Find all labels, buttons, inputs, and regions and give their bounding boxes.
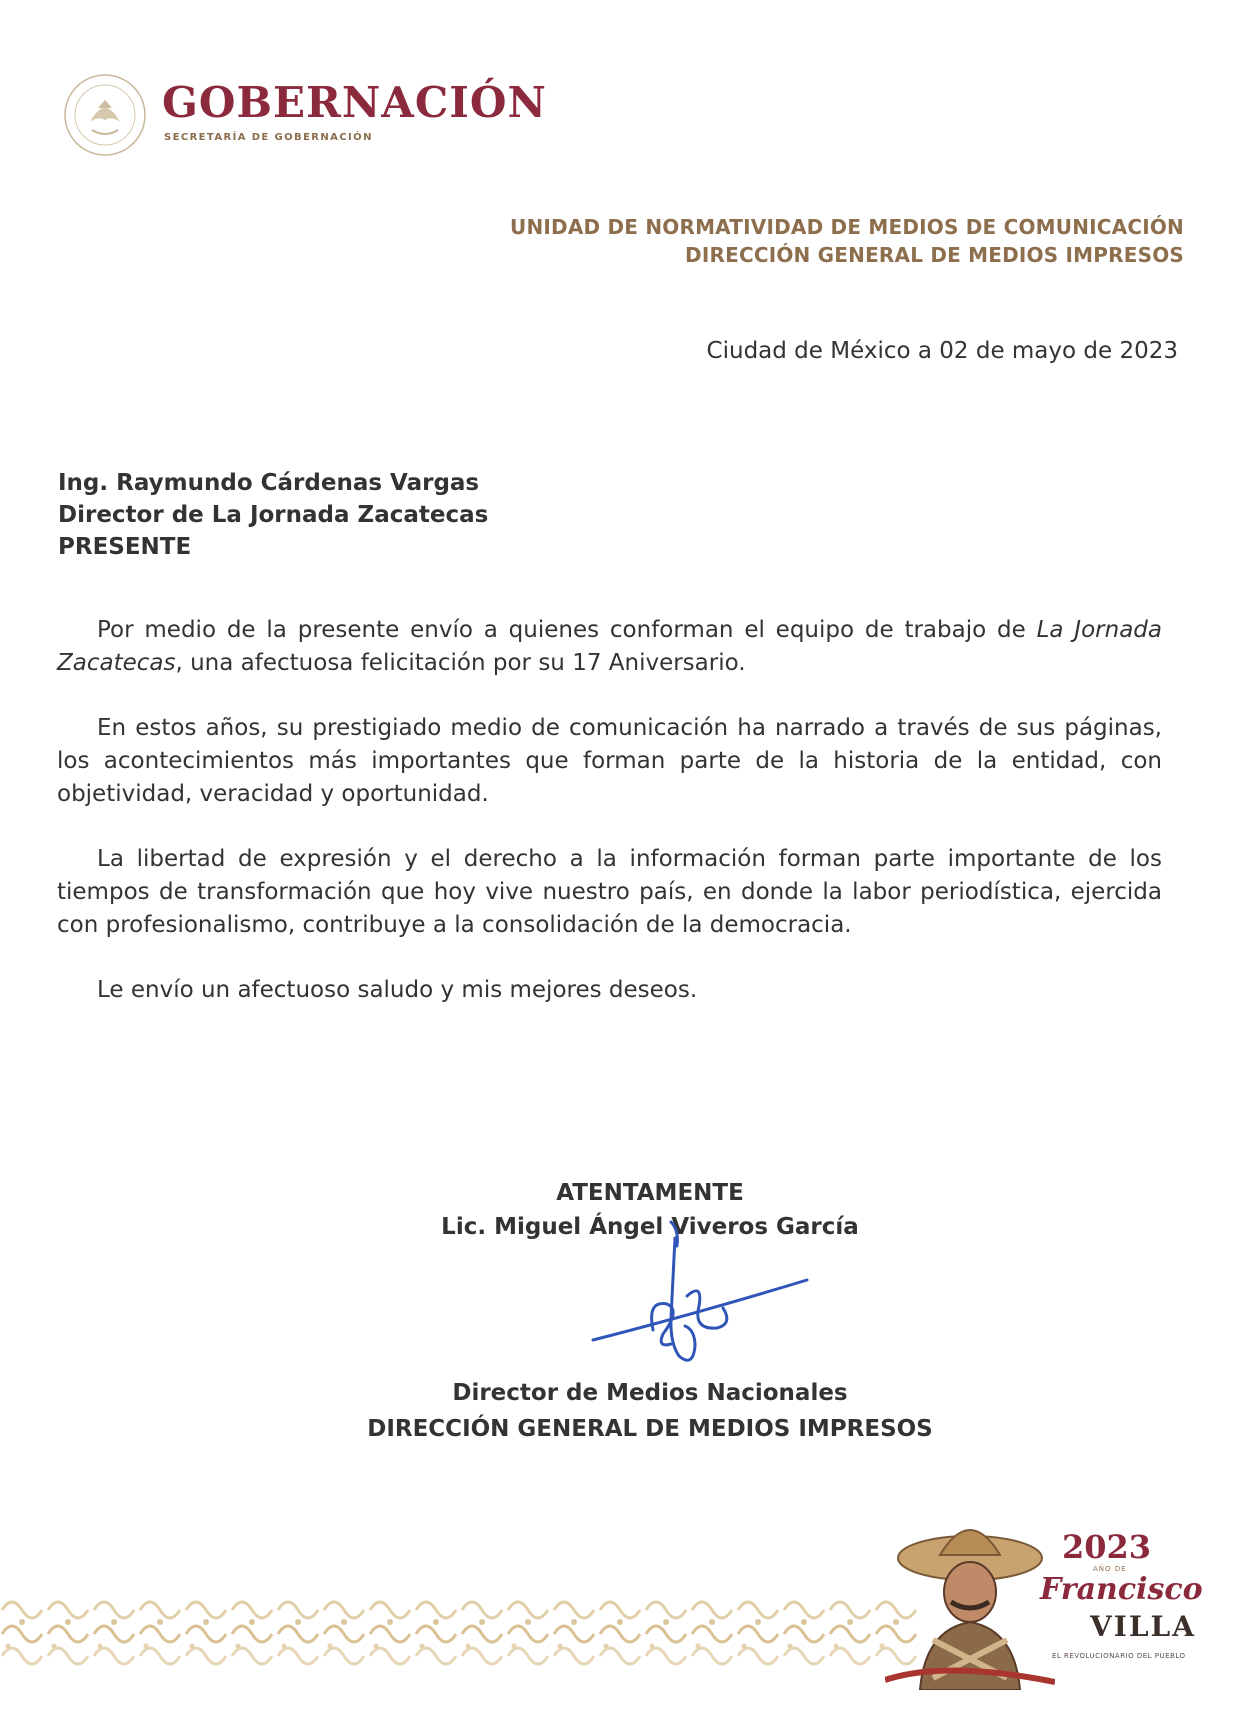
coat-of-arms-seal [62, 72, 148, 158]
body-paragraph-1 [57, 614, 1162, 680]
recipient-name: Ing. Raymundo Cárdenas Vargas [58, 470, 480, 496]
newspaper-name: La Jornada Zacatecas [57, 617, 1162, 676]
body-paragraph-3: La libertad de expresión y el derecho a la información forman parte importante de los tiempos de transformación que hoy vive nuestro país, en donde la labor periodística, ejercida con profesionalismo, contribuye a la consolidación de la democracia. [57, 846, 1162, 938]
signer-office: DIRECCIÓN GENERAL DE MEDIOS IMPRESOS [367, 1416, 933, 1442]
francisco-villa-portrait-icon [885, 1510, 1055, 1690]
footer-name-first: Francisco [1040, 1572, 1203, 1607]
footer-name-last: VILLA [1090, 1610, 1196, 1643]
unit-line-2: DIRECCIÓN GENERAL DE MEDIOS IMPRESOS [685, 243, 1184, 267]
body-paragraph-2: En estos años, su prestigiado medio de comunicación ha narrado a través de sus páginas, los acontecimientos más importantes que forman parte de la historia de la entidad, con objetividad, veracidad y oportunidad. [57, 715, 1162, 807]
signer-name: Lic. Miguel Ángel Viveros García [441, 1214, 859, 1240]
unit-line-1: UNIDAD DE NORMATIVIDAD DE MEDIOS DE COMUNICACIÓN [510, 215, 1184, 239]
brand-title: GOBERNACIÓN [162, 78, 547, 127]
letter-body [57, 614, 1162, 1039]
decorative-pattern-band [0, 1590, 920, 1672]
recipient-position: Director de La Jornada Zacatecas [58, 502, 489, 528]
footer-tagline: EL REVOLUCIONARIO DEL PUEBLO [1052, 1652, 1186, 1660]
date-line: Ciudad de México a 02 de mayo de 2023 [706, 338, 1178, 364]
recipient-salutation: PRESENTE [58, 534, 192, 560]
signer-title: Director de Medios Nacionales [452, 1380, 848, 1406]
body-paragraph-1-text: Por medio de la presente envío a quienes conforman el equipo de trabajo de [97, 617, 1037, 643]
footer-small-label: AÑO DE [1093, 1565, 1127, 1573]
handwritten-signature [575, 1218, 825, 1388]
footer-year: 2023 [1062, 1528, 1152, 1566]
body-paragraph-1-text-end: , una afectuosa felicitación por su 17 Aniversario. [175, 650, 746, 676]
closing: ATENTAMENTE [556, 1180, 744, 1206]
brand-subtitle: SECRETARÍA DE GOBERNACIÓN [164, 132, 373, 143]
body-paragraph-4: Le envío un afectuoso saludo y mis mejores deseos. [97, 977, 698, 1003]
